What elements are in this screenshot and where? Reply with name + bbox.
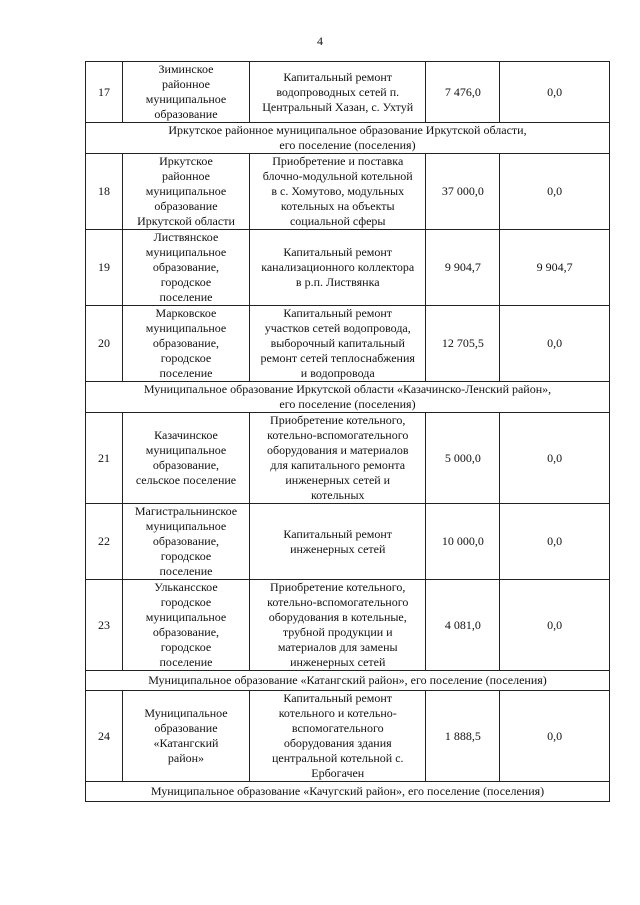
row-number: 23 [86, 580, 123, 671]
amount-second-cell: 0,0 [500, 154, 610, 230]
municipality-cell: Магистральнинское муниципальное образование, городское поселение [122, 504, 249, 580]
work-description-cell: Капитальный ремонт канализационного коллектора в р.п. Листвянка [250, 230, 426, 306]
amount-second-cell: 0,0 [500, 306, 610, 382]
amount-second-cell: 0,0 [500, 691, 610, 782]
section-row [86, 671, 610, 691]
amount-total-cell: 9 904,7 [426, 230, 500, 306]
work-description-cell: Капитальный ремонт участков сетей водопровода, выборочный капитальный ремонт сетей теплоснабжения и водопровода [250, 306, 426, 382]
municipality-cell: Зиминское районное муниципальное образование [122, 62, 249, 123]
section-heading: Муниципальное образование Иркутской области «Казачинско-Ленский район», его поселение (поселения) [86, 382, 610, 413]
row-number: 19 [86, 230, 123, 306]
amount-total-cell: 5 000,0 [426, 413, 500, 504]
amount-second-cell: 0,0 [500, 580, 610, 671]
work-description-cell: Приобретение котельного, котельно-вспомогательного оборудования в котельные, трубной продукции и материалов для замены инженерных сетей [250, 580, 426, 671]
municipality-cell: Казачинское муниципальное образование, сельское поселение [122, 413, 249, 504]
amount-second-cell: 0,0 [500, 504, 610, 580]
work-description-cell: Капитальный ремонт водопроводных сетей п. Центральный Хазан, с. Ухтуй [250, 62, 426, 123]
program-table [85, 61, 610, 802]
table-row [86, 580, 610, 671]
section-heading: Иркутское районное муниципальное образование Иркутской области, его поселение (поселения) [86, 123, 610, 154]
table-row [86, 230, 610, 306]
work-description-cell: Капитальный ремонт инженерных сетей [250, 504, 426, 580]
work-description-cell: Капитальный ремонт котельного и котельно- вспомогательного оборудования здания центральной котельной с. Ербогачен [250, 691, 426, 782]
municipality-cell: Улькансское городское муниципальное образование, городское поселение [122, 580, 249, 671]
table-row [86, 306, 610, 382]
amount-total-cell: 10 000,0 [426, 504, 500, 580]
row-number: 18 [86, 154, 123, 230]
row-number: 24 [86, 691, 123, 782]
amount-total-cell: 4 081,0 [426, 580, 500, 671]
amount-total-cell: 1 888,5 [426, 691, 500, 782]
amount-second-cell: 0,0 [500, 413, 610, 504]
amount-second-cell: 9 904,7 [500, 230, 610, 306]
section-row [86, 782, 610, 802]
row-number: 17 [86, 62, 123, 123]
amount-second-cell: 0,0 [500, 62, 610, 123]
page-number: 4 [317, 34, 323, 48]
table-row [86, 62, 610, 123]
table-row [86, 154, 610, 230]
section-row [86, 123, 610, 154]
amount-total-cell: 7 476,0 [426, 62, 500, 123]
row-number: 22 [86, 504, 123, 580]
work-description-cell: Приобретение котельного, котельно-вспомогательного оборудования и материалов для капитального ремонта инженерных сетей и котельных [250, 413, 426, 504]
section-row [86, 382, 610, 413]
municipality-cell: Муниципальное образование «Катангский район» [122, 691, 249, 782]
municipality-cell: Иркутское районное муниципальное образование Иркутской области [122, 154, 249, 230]
section-heading: Муниципальное образование «Катангский район», его поселение (поселения) [86, 671, 610, 691]
municipality-cell: Листвянское муниципальное образование, городское поселение [122, 230, 249, 306]
row-number: 21 [86, 413, 123, 504]
work-description-cell: Приобретение и поставка блочно-модульной котельной в с. Хомутово, модульных котельных на объекты социальной сферы [250, 154, 426, 230]
table-row [86, 413, 610, 504]
row-number: 20 [86, 306, 123, 382]
table-row [86, 504, 610, 580]
amount-total-cell: 12 705,5 [426, 306, 500, 382]
section-heading: Муниципальное образование «Качугский район», его поселение (поселения) [86, 782, 610, 802]
table-row [86, 691, 610, 782]
amount-total-cell: 37 000,0 [426, 154, 500, 230]
municipality-cell: Марковское муниципальное образование, городское поселение [122, 306, 249, 382]
